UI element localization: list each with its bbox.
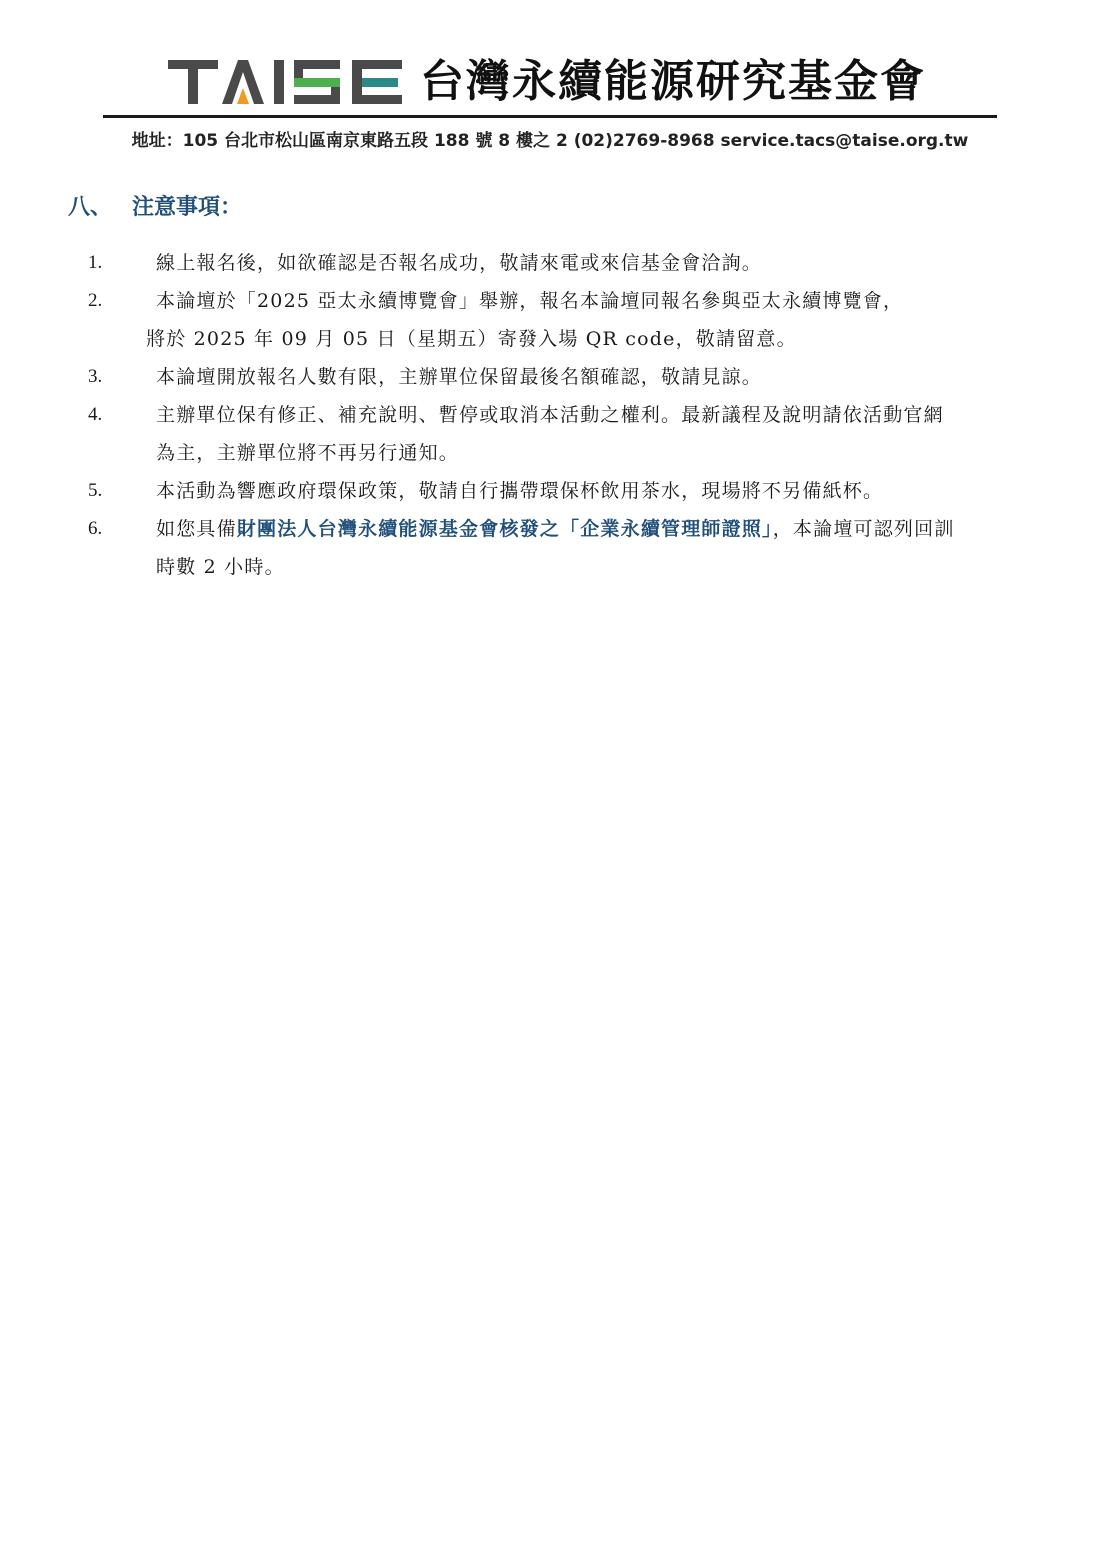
- list-item: [0, 358, 1100, 396]
- notes-list: [0, 244, 1100, 586]
- item-text: [156, 510, 1036, 586]
- item-text: [156, 472, 1036, 510]
- certificate-highlight: 財團法人台灣永續能源基金會核發之「企業永續管理師證照」: [236, 518, 773, 540]
- section-heading: [68, 190, 242, 221]
- taise-logo: [168, 58, 404, 106]
- item-line: 本活動為響應政府環保政策，敬請自行攜帶環保杯飲用茶水，現場將不另備紙杯。: [156, 480, 884, 502]
- item-line: 為主，主辦單位將不再另行通知。: [156, 442, 460, 464]
- section-number: 八、: [68, 194, 113, 220]
- item-text: [156, 396, 1036, 472]
- item-line: 時數 2 小時。: [156, 556, 285, 578]
- item-number: 2.: [88, 290, 103, 311]
- header-divider: [103, 115, 997, 118]
- item-number: 4.: [88, 404, 103, 425]
- item-text-after: ，本論壇可認列回訓: [772, 518, 955, 540]
- item-line: 線上報名後，如欲確認是否報名成功，敬請來電或來信基金會洽詢。: [156, 252, 763, 274]
- item-line: 本論壇開放報名人數有限，主辦單位保留最後名額確認，敬請見諒。: [156, 366, 763, 388]
- list-item: [0, 472, 1100, 510]
- list-item: [0, 396, 1100, 472]
- item-text-before: 如您具備: [156, 518, 237, 540]
- list-item: [0, 510, 1100, 586]
- item-line: 將於 2025 年 09 月 05 日（星期五）寄發入場 QR code，敬請留意。: [146, 328, 797, 350]
- item-line: [156, 510, 1036, 548]
- org-name: 台灣永續能源研究基金會: [420, 56, 926, 107]
- item-number: 3.: [88, 366, 103, 387]
- item-number: 1.: [88, 252, 103, 273]
- list-item: [0, 282, 1100, 358]
- item-line: 主辦單位保有修正、補充說明、暫停或取消本活動之權利。最新議程及說明請依活動官網: [156, 404, 944, 426]
- item-text: [146, 282, 1036, 358]
- item-number: 5.: [88, 480, 103, 501]
- item-line: 本論壇於「2025 亞太永續博覽會」舉辦，報名本論壇同報名參與亞太永續博覽會，: [156, 290, 904, 312]
- list-item: [0, 244, 1100, 282]
- address-line: 地址：105 台北市松山區南京東路五段 188 號 8 樓之 2 (02)2769-8968 service.tacs@taise.org.tw: [131, 131, 969, 151]
- item-text: [156, 358, 1036, 396]
- item-number: 6.: [88, 518, 103, 539]
- section-title: 注意事項：: [132, 194, 243, 220]
- item-text: [156, 244, 1036, 282]
- letterhead: [0, 52, 1100, 112]
